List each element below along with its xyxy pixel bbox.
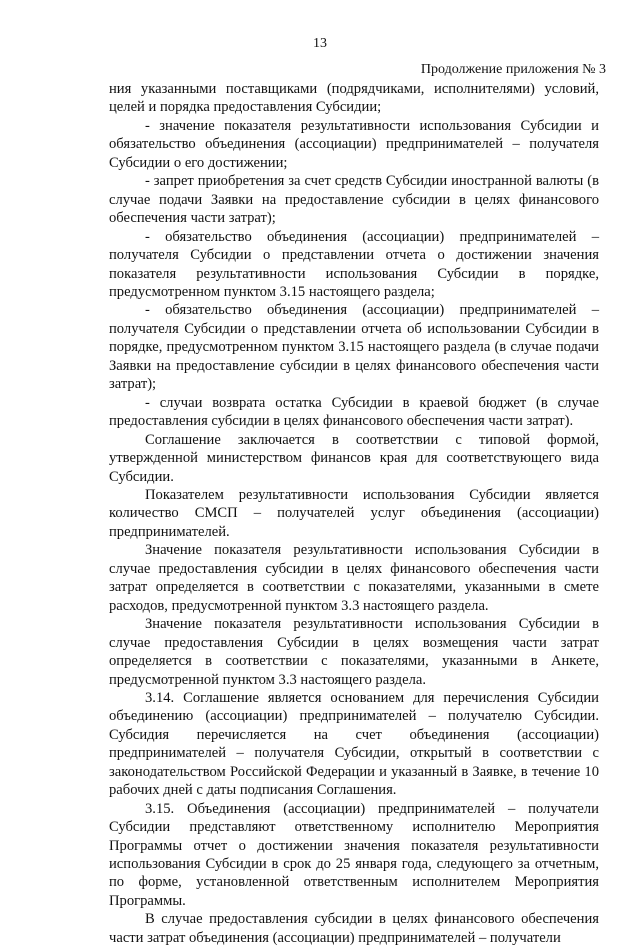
paragraph: 3.14. Соглашение является основанием для перечисления Субсидии объединению (ассоциации) предпринимателей – получателю Субсидии. Субсидия перечисляется на счет объединения (ассоциации) предпринимателей – получателя Субсидии, открытый в соответствии с законодательством Российской Федерации и указанный в Заявке, в течение 10 рабочих дней с даты подписания Соглашения. <box>109 689 599 799</box>
paragraph: - обязательство объединения (ассоциации) предпринимателей – получателя Субсидии о представлении отчета о достижении значения показателя результативности использования Субсидии в порядке, предусмотренном пунктом 3.15 настоящего раздела; <box>109 228 599 300</box>
paragraph: В случае предоставления субсидии в целях финансового обеспечения части затрат объединения (ассоциации) предпринимателей – получатели <box>109 911 599 946</box>
paragraph: Значение показателя результативности использования Субсидии в случае предоставления Субсидии в целях возмещения части затрат определяется в соответствии с показателями, указанными в Анкете, предусмотренной пунктом 3.3 настоящего раздела. <box>109 616 599 688</box>
page-number: 13 <box>313 36 327 51</box>
paragraph: Соглашение заключается в соответствии с типовой формой, утвержденной министерством финансов края для соответствующего вида Субсидии. <box>109 431 599 485</box>
paragraph: - запрет приобретения за счет средств Субсидии иностранной валюты (в случае подачи Заявки на предоставление субсидии в целях финансового обеспечения части затрат); <box>109 173 599 227</box>
continuation-note: Продолжение приложения № 3 <box>420 62 606 77</box>
paragraph: - обязательство объединения (ассоциации) предпринимателей – получателя Субсидии о представлении отчета об использовании Субсидии в порядке, предусмотренном пунктом 3.15 настоящего раздела (в случае подачи Заявки на предоставление субсидии в целях финансового обеспечения части затрат); <box>109 302 599 393</box>
paragraph: ния указанными поставщиками (подрядчиками, исполнителями) условий, целей и порядка предоставления Субсидии; <box>109 81 599 116</box>
paragraph: Значение показателя результативности использования Субсидии в случае предоставления субсидии в целях финансового обеспечения части затрат определяется в соответствии с показателями, указанными в смете расходов, предусмотренной пунктом 3.3 настоящего раздела. <box>109 542 599 614</box>
paragraph: 3.15. Объединения (ассоциации) предпринимателей – получатели Субсидии представляют ответственному исполнителю Мероприятия Программы отчет о достижении значения показателя результативности использования Субсидии в срок до 25 января года, следующего за отчетным, по форме, установленной ответственным исполнителем Мероприятия Программы. <box>109 800 599 909</box>
paragraph: Показателем результативности использования Субсидии является количество СМСП – получателей услуг объединения (ассоциации) предпринимателей. <box>109 486 599 540</box>
document-body <box>109 80 599 947</box>
paragraph: - случаи возврата остатка Субсидии в краевой бюджет (в случае предоставления субсидии в целях финансового обеспечения части затрат). <box>109 394 599 430</box>
paragraph: - значение показателя результативности использования Субсидии и обязательство объединения (ассоциации) предпринимателей – получателя Субсидии о его достижении; <box>109 117 599 171</box>
